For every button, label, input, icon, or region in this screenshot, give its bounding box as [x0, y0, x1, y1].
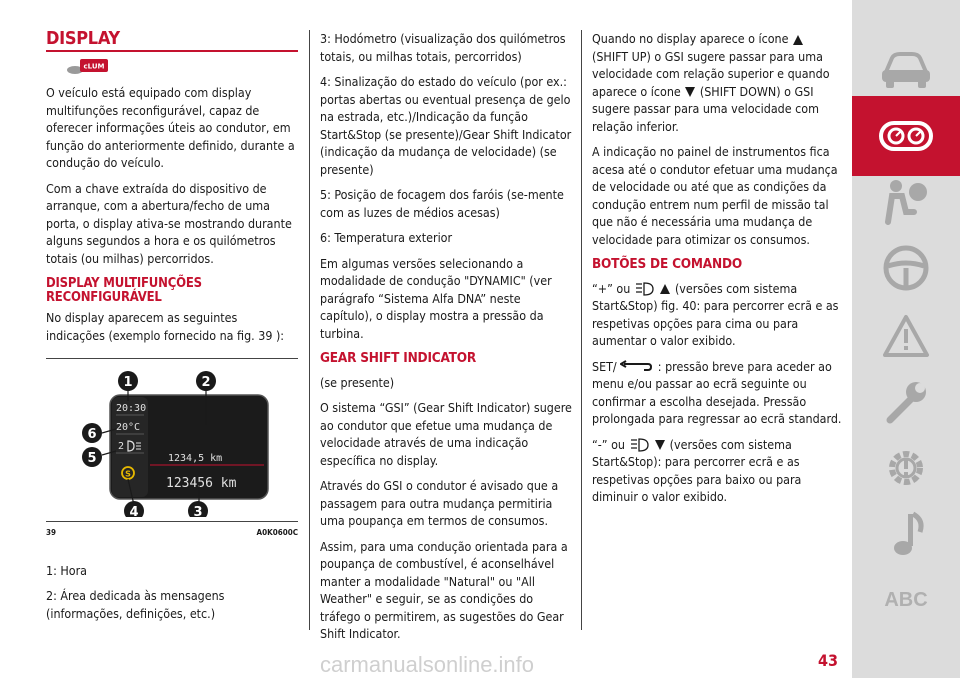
list-item: 5: Posição de focagem dos faróis (se-mente com as luzes de médios acesas): [320, 187, 564, 220]
page-number: 43: [818, 651, 839, 670]
svg-text:cLUM: cLUM: [83, 62, 105, 70]
display-trip: 1234,5 km: [168, 453, 223, 464]
figure-top-rule: [46, 358, 298, 359]
paragraph: Através do GSI o condutor é avisado que a passagem para outra mudança permitiria uma poupança em termos de consumos.: [320, 478, 559, 528]
chapter-sidebar: [852, 0, 960, 678]
display-temp: 20°C: [116, 422, 141, 433]
watermark: carmanualsonline.info: [320, 652, 535, 677]
svg-text:S: S: [125, 469, 131, 479]
return-arrow-icon: [620, 360, 654, 374]
subsection-title: DISPLAY MULTIFUNÇÕES RECONFIGURÁVEL: [46, 276, 202, 305]
paragraph: (se presente): [320, 374, 395, 390]
paragraph: SET/ : pressão breve para aceder ao menu e/ou passar ao ecrã seguinte ou confirmar a escolha desejada. Pressão prolongada para regressar ao ecrã standard.: [592, 358, 842, 426]
up-arrow-icon: [659, 283, 671, 295]
paragraph: O sistema “GSI” (Gear Shift Indicator) sugere ao condutor que efetue uma mudança de velocidade através de uma indicação específica no display.: [320, 400, 572, 468]
display-gear: 2: [118, 441, 125, 452]
gear-shift-down-icon: [629, 437, 651, 453]
paragraph: Com a chave extraída do dispositivo de arranque, com a abertura/fecho de uma porta, o display ativa-se mostrando durante alguns segundos a hora e os quilómetros totais (ou milhas) percorridos.: [46, 180, 292, 266]
column-3: [592, 30, 842, 514]
figure-code: A0K0600C: [256, 528, 298, 537]
gear-shift-up-icon: [634, 281, 656, 297]
marker-5: 5: [87, 451, 97, 466]
paragraph: No display aparecem as seguintes indicações (exemplo fornecido na fig. 39 ):: [46, 310, 285, 343]
paragraph: Em algumas versões selecionando a modalidade de condução "DYNAMIC" (ver parágrafo “Sistema Alfa DNA” neste capítulo), o display mostra a pressão da turbina.: [320, 255, 552, 341]
figure-caption: [46, 521, 298, 542]
list-item: 3: Hodómetro (visualização dos quilómetros totais, ou milhas totais, percorridos): [320, 31, 566, 64]
subsection-title: BOTÕES DE COMANDO: [592, 256, 742, 272]
clum-badge: [66, 58, 298, 81]
figure-number: 39: [46, 528, 57, 537]
paragraph: A indicação no painel de instrumentos fica acesa até o condutor efetuar uma mudança de velocidade ou até que as condições da condução entrem num perfil de missão tal que não é necessária uma mudança de velocidade para otimizar os consumos.: [592, 144, 838, 247]
subsection-title: GEAR SHIFT INDICATOR: [320, 350, 476, 366]
display-time: 20:30: [116, 403, 147, 414]
marker-4: 4: [129, 505, 139, 517]
figure-39-display: [46, 367, 298, 517]
list-item: 2: Área dedicada às mensagens (informações, definições, etc.): [46, 588, 225, 621]
paragraph: “-” ou (versões com sistema Start&Stop): para percorrer ecrã e as respetivas opções para baixo ou para diminuir o valor exibido.: [592, 436, 802, 504]
display-odometer: 123456 km: [166, 476, 237, 491]
marker-6: 6: [87, 427, 97, 442]
column-1: [46, 30, 298, 630]
title-rule: [46, 50, 298, 52]
marker-3: 3: [193, 505, 203, 517]
marker-2: 2: [201, 375, 211, 390]
shift-down-icon: [684, 86, 696, 98]
down-arrow-icon: [654, 439, 666, 451]
marker-1: 1: [123, 375, 133, 390]
column-divider: [581, 30, 582, 630]
section-title: DISPLAY: [46, 28, 120, 49]
paragraph: “+” ou (versões com sistema Start&Stop) fig. 40: para percorrer ecrã e as respetivas opções para cima ou para aumentar o valor exibido.: [592, 280, 839, 348]
paragraph: O veículo está equipado com display multifunções reconfigurável, capaz de oferecer informações úteis ao condutor, em função do anteriormente definido, durante a condução do veículo.: [46, 85, 295, 170]
abc-index-label[interactable]: ABC: [884, 588, 928, 611]
list-item: 4: Sinalização do estado do veículo (por ex.: portas abertas ou eventual presença de gelo na estrada, etc.)/Indicação da função Start&Stop (se presente)/Gear Shift Indicator (indicação da mudança de velocidade) (se presente): [320, 74, 572, 177]
list-item: 1: Hora: [46, 562, 88, 578]
paragraph: Quando no display aparece o ícone (SHIFT UP) o GSI sugere passar para uma velocidade com relação superior e quando aparece o ícone (SHIFT DOWN) o GSI sugere passar para uma velocidade com relação inferior.: [592, 31, 830, 134]
list-item: 6: Temperatura exterior: [320, 230, 453, 245]
column-2: [320, 30, 576, 651]
column-divider: [309, 30, 310, 630]
paragraph: Assim, para uma condução orientada para a poupança de combustível, é aconselhável manter a modalidade "Natural" ou "All Weather" e seguir, se as condições do tráfego o permitirem, as sugestões do Gear Shift Indicator.: [320, 538, 568, 641]
shift-up-icon: [792, 34, 804, 46]
